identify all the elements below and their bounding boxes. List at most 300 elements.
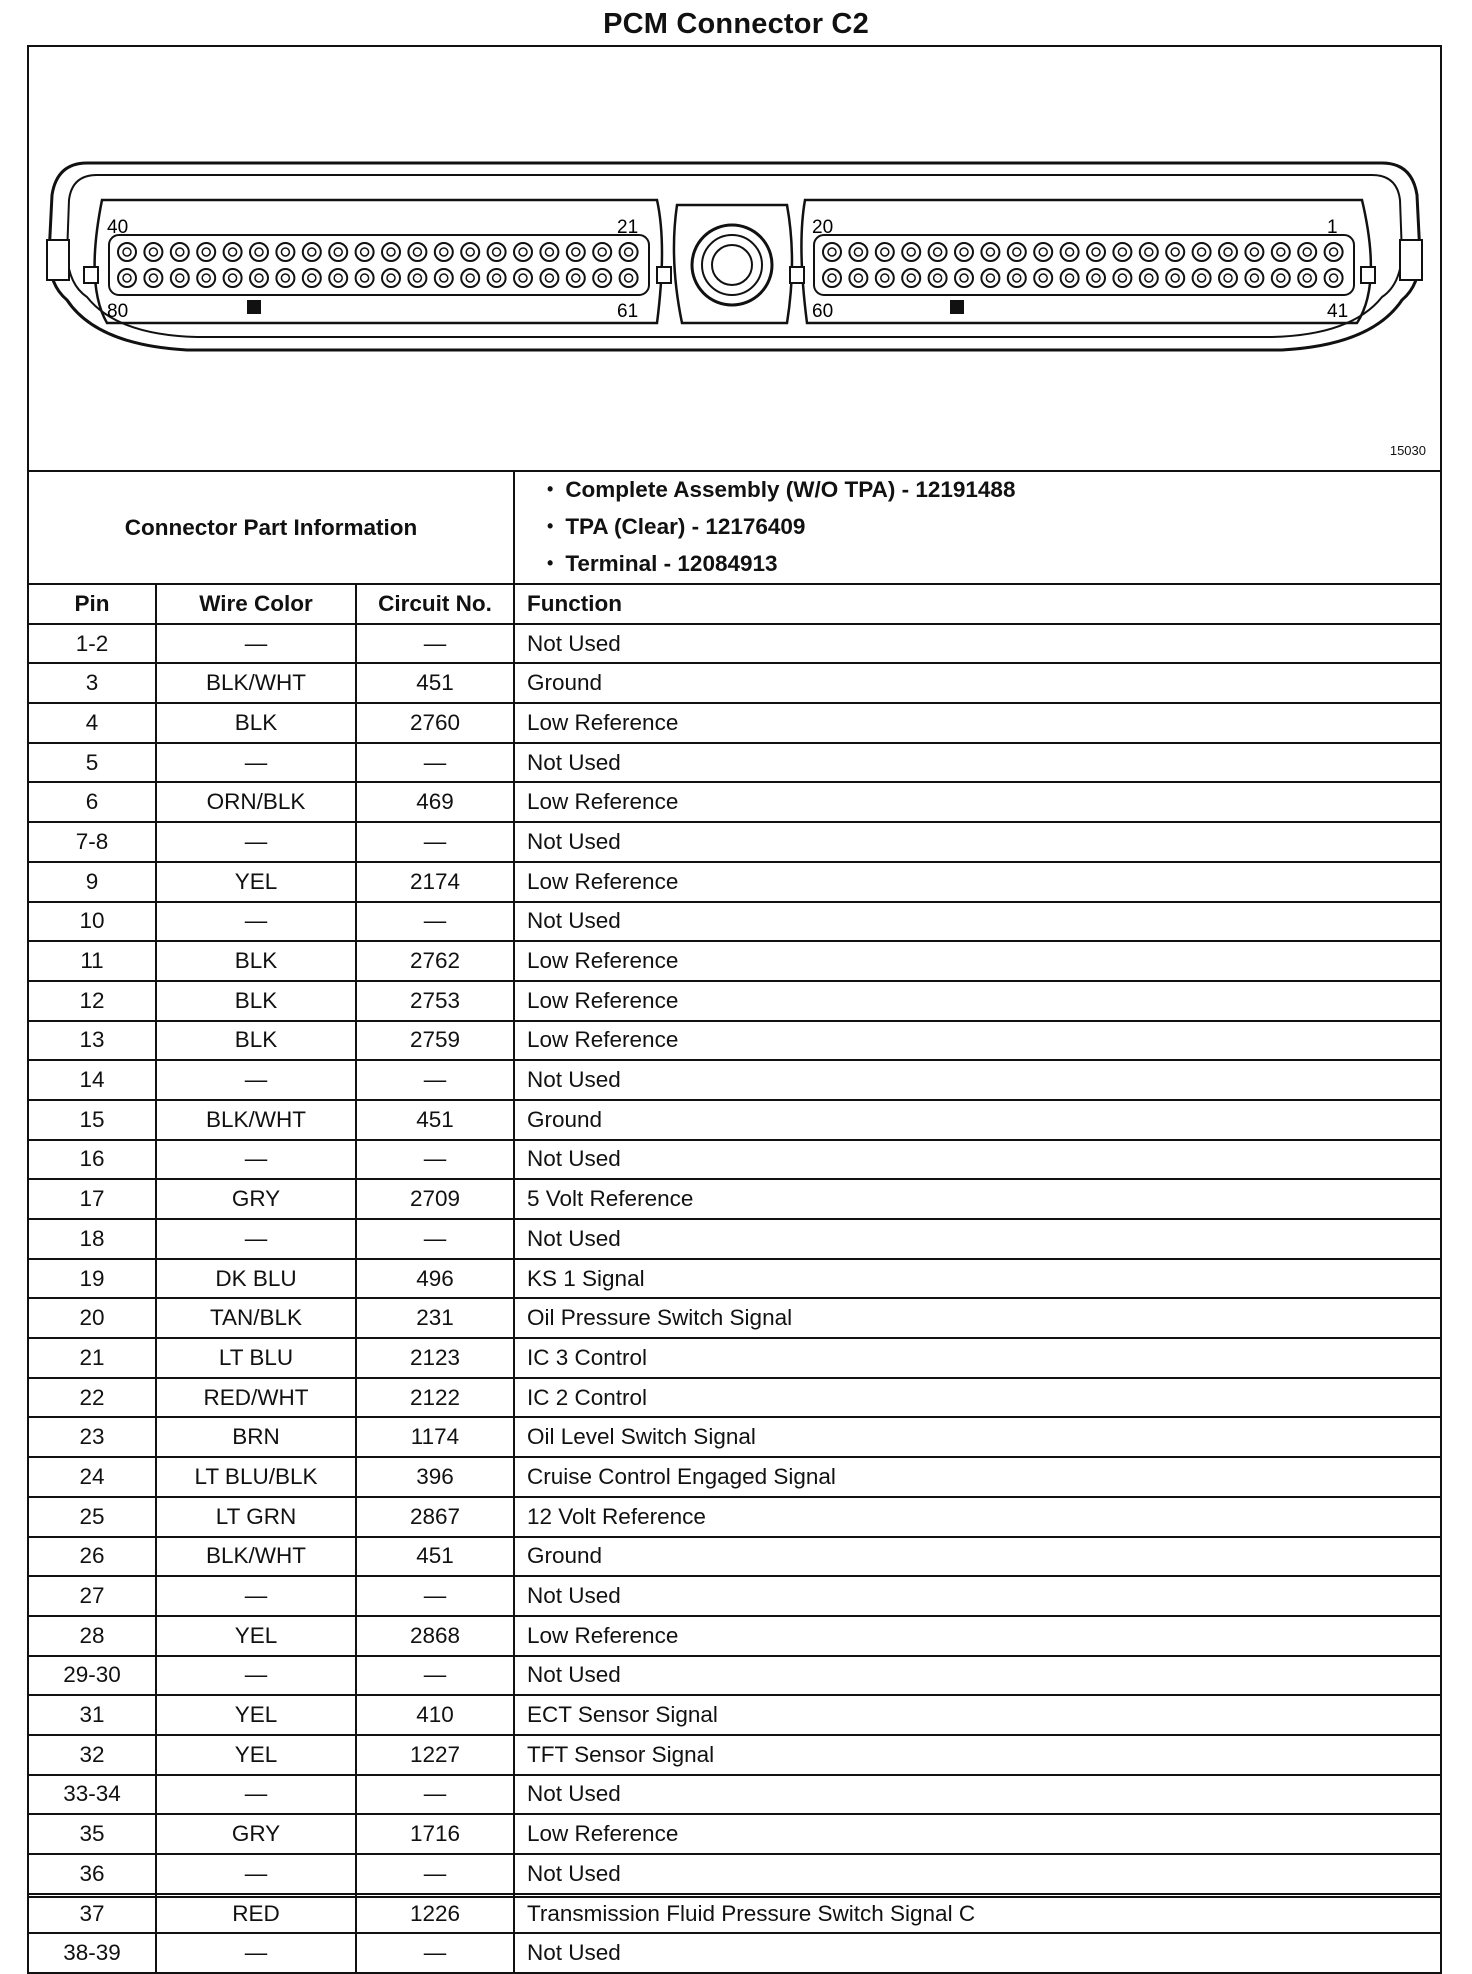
table-row [28,941,1441,981]
pin-cavity-center [440,274,448,282]
pin-cavity [1140,243,1158,261]
pin-cavity-center [149,274,157,282]
pin-cavity [876,269,894,287]
pin-cavity [514,243,532,261]
function-cell: Not Used [514,1933,1441,1973]
pin-cavity-center [1013,274,1021,282]
function-cell: Ground [514,1100,1441,1140]
pin-cavity-center [934,248,942,256]
function-cell: Low Reference [514,981,1441,1021]
pin-label-80: 80 [107,301,129,322]
wire-color-cell: — [156,1933,356,1973]
pin-cell: 12 [28,981,156,1021]
pin-cavity [955,243,973,261]
table-row [28,703,1441,743]
function-cell: IC 3 Control [514,1338,1441,1378]
pin-cavity [929,243,947,261]
pin-cavity-center [1013,248,1021,256]
function-cell: Not Used [514,1060,1441,1100]
circuit-cell: 2868 [356,1616,514,1656]
pin-cavity-center [229,248,237,256]
pin-cell: 7-8 [28,822,156,862]
pin-cavity-center [387,248,395,256]
pin-cavity-center [1171,248,1179,256]
pin-cavity [408,243,426,261]
table-row [28,1854,1441,1894]
pin-cavity-center [960,274,968,282]
pin-cavity-center [986,248,994,256]
pin-cavity-center [828,274,836,282]
circuit-cell: 2174 [356,862,514,902]
pin-cavity-center [907,274,915,282]
wire-color-cell: — [156,1140,356,1180]
pin-label-21: 21 [617,217,639,238]
right-key-b [1361,267,1375,283]
table-row [28,624,1441,664]
pin-cell: 13 [28,1021,156,1061]
pin-cavity [1008,269,1026,287]
pin-cell: 36 [28,1854,156,1894]
pin-cavity-center [1198,274,1206,282]
pin-cavity-center [466,274,474,282]
pin-cell: 19 [28,1259,156,1299]
pin-cavity [823,269,841,287]
page-title: PCM Connector C2 [603,8,869,40]
wire-color-cell: GRY [156,1814,356,1854]
function-cell: Not Used [514,1656,1441,1696]
wire-color-cell: LT BLU [156,1338,356,1378]
pin-cavity [1113,243,1131,261]
col-header-wire-color: Wire Color [156,584,356,624]
wire-color-cell: BLK/WHT [156,1100,356,1140]
circuit-cell: — [356,1854,514,1894]
table-row [28,822,1441,862]
pin-cavity-center [1250,248,1258,256]
pin-cell: 28 [28,1616,156,1656]
pin-cavity-center [361,248,369,256]
pin-cavity-center [881,274,889,282]
pin-cavity [144,269,162,287]
wire-color-cell: DK BLU [156,1259,356,1299]
pin-cavity-center [308,274,316,282]
function-cell: TFT Sensor Signal [514,1735,1441,1775]
pin-cavity-center [1277,274,1285,282]
pin-cavity-center [545,274,553,282]
function-cell: Not Used [514,902,1441,942]
table-row [28,1219,1441,1259]
wire-color-cell: BLK [156,941,356,981]
function-cell: KS 1 Signal [514,1259,1441,1299]
wire-color-cell: BRN [156,1417,356,1457]
pin-cavity [593,243,611,261]
circuit-cell: 1716 [356,1814,514,1854]
pin-cell: 22 [28,1378,156,1418]
pin-cavity [1245,243,1263,261]
left-latch [47,240,69,280]
pin-cavity [567,269,585,287]
pin-cavity-center [1277,248,1285,256]
circuit-cell: — [356,1219,514,1259]
pin-cavity [250,269,268,287]
pin-cell: 27 [28,1576,156,1616]
wire-color-cell: YEL [156,862,356,902]
function-cell: Low Reference [514,862,1441,902]
pin-cavity [1166,243,1184,261]
pin-cavity-center [598,248,606,256]
circuit-cell: — [356,902,514,942]
pin-cavity [197,269,215,287]
circuit-cell: 1174 [356,1417,514,1457]
circuit-cell: 410 [356,1695,514,1735]
pin-cell: 37 [28,1894,156,1934]
right-key-a [790,267,804,283]
function-cell: Ground [514,663,1441,703]
wire-color-cell: — [156,1656,356,1696]
center-post-inner [712,245,752,285]
pin-label-40: 40 [107,217,129,238]
function-cell: Not Used [514,1576,1441,1616]
circuit-cell: — [356,743,514,783]
pin-cavity-center [907,248,915,256]
wire-color-cell: BLK/WHT [156,663,356,703]
circuit-cell: 451 [356,1537,514,1577]
pin-cell: 38-39 [28,1933,156,1973]
function-cell: Low Reference [514,941,1441,981]
pin-cavity-center [1039,274,1047,282]
function-cell: Not Used [514,1854,1441,1894]
part-info-row [28,471,1441,584]
pin-cavity-center [1092,248,1100,256]
function-cell: Not Used [514,1775,1441,1815]
pin-cavity [488,243,506,261]
pin-cavity [461,243,479,261]
pin-cavity [329,243,347,261]
wire-color-cell: — [156,1775,356,1815]
function-cell: IC 2 Control [514,1378,1441,1418]
circuit-cell: 1227 [356,1735,514,1775]
wire-color-cell: — [156,902,356,942]
connector-drawing [27,45,1442,470]
pin-cavity-center [493,274,501,282]
left-pin-block [109,235,649,295]
pin-cavity [1140,269,1158,287]
right-latch [1400,240,1422,280]
wire-color-cell: YEL [156,1616,356,1656]
figure-number: 15030 [1389,443,1426,458]
pin-cavity-center [440,248,448,256]
pin-cavity [1193,269,1211,287]
pin-cavity [981,269,999,287]
pin-cavity [250,243,268,261]
wire-color-cell: TAN/BLK [156,1298,356,1338]
function-cell: Not Used [514,743,1441,783]
table-row [28,1616,1441,1656]
pin-cavity-center [1092,274,1100,282]
pin-cell: 3 [28,663,156,703]
table-row [28,1933,1441,1973]
function-cell: Low Reference [514,1814,1441,1854]
pin-cavity-center [176,274,184,282]
function-cell: Ground [514,1537,1441,1577]
pin-cavity-center [466,248,474,256]
pin-cavity-center [1330,274,1338,282]
wire-color-cell: — [156,624,356,664]
pin-cavity [118,243,136,261]
table-row [28,1259,1441,1299]
circuit-cell: — [356,1140,514,1180]
pin-cavity-center [1039,248,1047,256]
pin-label-60: 60 [812,301,834,322]
pin-cavity-center [361,274,369,282]
pin-cavity-center [1198,248,1206,256]
pin-cavity [435,243,453,261]
pin-cavity-center [828,248,836,256]
pin-cavity [1272,243,1290,261]
pin-cell: 15 [28,1100,156,1140]
wire-color-cell: LT BLU/BLK [156,1457,356,1497]
pin-cavity-center [149,248,157,256]
pin-cavity [902,269,920,287]
wire-color-cell: YEL [156,1695,356,1735]
wire-color-cell: YEL [156,1735,356,1775]
pin-cavity [1061,269,1079,287]
pin-cavity-center [176,248,184,256]
pin-cavity-center [1066,274,1074,282]
pin-cavity-center [1303,274,1311,282]
wire-color-cell: ORN/BLK [156,782,356,822]
pin-cavity [1061,243,1079,261]
pin-cavity [1219,269,1237,287]
pin-cavity [1008,243,1026,261]
pin-cavity [329,269,347,287]
pin-cavity-center [960,248,968,256]
pin-cavity [356,243,374,261]
pin-cavity [823,243,841,261]
wire-color-cell: BLK [156,981,356,1021]
table-row [28,1021,1441,1061]
pin-cavity [224,269,242,287]
col-header-pin: Pin [28,584,156,624]
table-row [28,782,1441,822]
pin-cavity-center [986,274,994,282]
pin-cavity-center [255,248,263,256]
pin-cavity-center [255,274,263,282]
pin-cavity [593,269,611,287]
wire-color-cell: — [156,743,356,783]
circuit-cell: 2760 [356,703,514,743]
pin-cavity-center [229,274,237,282]
col-header-circuit: Circuit No. [356,584,514,624]
left-polarity-mark [247,300,261,314]
pin-cavity [955,269,973,287]
table-row [28,1338,1441,1378]
circuit-cell: — [356,624,514,664]
pin-cavity [1034,243,1052,261]
pin-cavity [1219,243,1237,261]
pin-cavity [1087,269,1105,287]
pin-cell: 16 [28,1140,156,1180]
function-cell: Low Reference [514,703,1441,743]
pin-cavity-center [1145,248,1153,256]
function-cell: Transmission Fluid Pressure Switch Signal C [514,1894,1441,1934]
pin-cavity-center [202,274,210,282]
part-info-list [514,471,1441,584]
pin-cavity [1298,269,1316,287]
pin-label-1: 1 [1327,217,1338,238]
pin-cavity [197,243,215,261]
circuit-cell: 396 [356,1457,514,1497]
pin-cavity-center [1066,248,1074,256]
pin-cavity-center [1118,248,1126,256]
pin-cell: 35 [28,1814,156,1854]
pin-cell: 4 [28,703,156,743]
pin-cell: 31 [28,1695,156,1735]
table-row [28,862,1441,902]
table-row [28,1695,1441,1735]
pin-cavity [620,269,638,287]
pin-cavity [1193,243,1211,261]
table-row [28,1894,1441,1934]
pin-cavity-center [572,274,580,282]
table-row [28,1814,1441,1854]
pin-cavity [488,269,506,287]
part-info-item: • Complete Assembly (W/O TPA) - 12191488 [547,472,1440,509]
right-polarity-mark [950,300,964,314]
circuit-cell: — [356,822,514,862]
pin-cavity-center [123,248,131,256]
table-row [28,1497,1441,1537]
pin-cavity [1325,243,1343,261]
pin-cell: 10 [28,902,156,942]
pin-cavity-center [281,274,289,282]
circuit-cell: 2709 [356,1179,514,1219]
pin-cell: 24 [28,1457,156,1497]
pin-cavity [276,243,294,261]
function-cell: Low Reference [514,1616,1441,1656]
wire-color-cell: BLK/WHT [156,1537,356,1577]
pin-label-41: 41 [1327,301,1349,322]
circuit-cell: 496 [356,1259,514,1299]
function-cell: 12 Volt Reference [514,1497,1441,1537]
pin-cell: 33-34 [28,1775,156,1815]
pin-cavity [1298,243,1316,261]
wire-color-cell: BLK [156,1021,356,1061]
circuit-cell: — [356,1933,514,1973]
pin-cavity-center [1224,248,1232,256]
table-row [28,981,1441,1021]
pin-cavity-center [493,248,501,256]
wire-color-cell: — [156,1219,356,1259]
function-cell: Cruise Control Engaged Signal [514,1457,1441,1497]
left-key-a [84,267,98,283]
pin-cavity-center [1250,274,1258,282]
pin-cavity [461,269,479,287]
right-pin-block [814,235,1354,295]
pin-cavity [224,243,242,261]
pin-cavity-center [881,248,889,256]
pin-cavity-center [413,274,421,282]
function-cell: Low Reference [514,782,1441,822]
pin-cavity [1034,269,1052,287]
pin-cavity [382,243,400,261]
pin-cell: 26 [28,1537,156,1577]
pin-cavity-center [572,248,580,256]
pin-cavity-center [413,248,421,256]
pin-cavity-center [1303,248,1311,256]
circuit-cell: — [356,1060,514,1100]
pin-label-61: 61 [617,301,639,322]
table-row [28,1298,1441,1338]
pin-cavity-center [545,248,553,256]
table-row [28,1060,1441,1100]
pin-cavity [902,243,920,261]
pin-cavity [1087,243,1105,261]
circuit-cell: 2123 [356,1338,514,1378]
pin-cavity [276,269,294,287]
part-info-label: Connector Part Information [28,471,514,584]
table-row [28,1378,1441,1418]
pin-cavity-center [1118,274,1126,282]
pin-cell: 17 [28,1179,156,1219]
wire-color-cell: — [156,822,356,862]
function-cell: Not Used [514,624,1441,664]
wire-color-cell: RED/WHT [156,1378,356,1418]
pin-cavity [171,269,189,287]
pin-cavity-center [625,274,633,282]
function-cell: Oil Pressure Switch Signal [514,1298,1441,1338]
table-row [28,743,1441,783]
header-row [28,584,1441,624]
pin-cavity-center [308,248,316,256]
center-post-outer [692,225,772,305]
pin-cavity-center [123,274,131,282]
pin-cavity [435,269,453,287]
pin-cavity [382,269,400,287]
wire-color-cell: LT GRN [156,1497,356,1537]
table-row [28,1537,1441,1577]
pin-cavity-center [625,248,633,256]
part-info-item: • Terminal - 12084913 [547,546,1440,583]
pin-cavity [408,269,426,287]
function-cell: ECT Sensor Signal [514,1695,1441,1735]
pin-cell: 6 [28,782,156,822]
pin-label-20: 20 [812,217,834,238]
circuit-cell: — [356,1576,514,1616]
part-info-item: • TPA (Clear) - 12176409 [547,509,1440,546]
pin-cavity-center [387,274,395,282]
pin-cavity-center [334,248,342,256]
wire-color-cell: RED [156,1894,356,1934]
pin-cell: 18 [28,1219,156,1259]
pin-cavity [144,243,162,261]
wire-color-cell: — [156,1854,356,1894]
pin-cell: 23 [28,1417,156,1457]
pin-cavity [1272,269,1290,287]
pin-cavity-center [202,248,210,256]
pin-cavity [303,243,321,261]
pin-cell: 14 [28,1060,156,1100]
table-row [28,902,1441,942]
table-row [28,1576,1441,1616]
pin-cavity [981,243,999,261]
table-row [28,1735,1441,1775]
left-key-b [657,267,671,283]
function-cell: Oil Level Switch Signal [514,1417,1441,1457]
pin-cell: 11 [28,941,156,981]
pin-cell: 1-2 [28,624,156,664]
table-row [28,1179,1441,1219]
circuit-cell: 2762 [356,941,514,981]
